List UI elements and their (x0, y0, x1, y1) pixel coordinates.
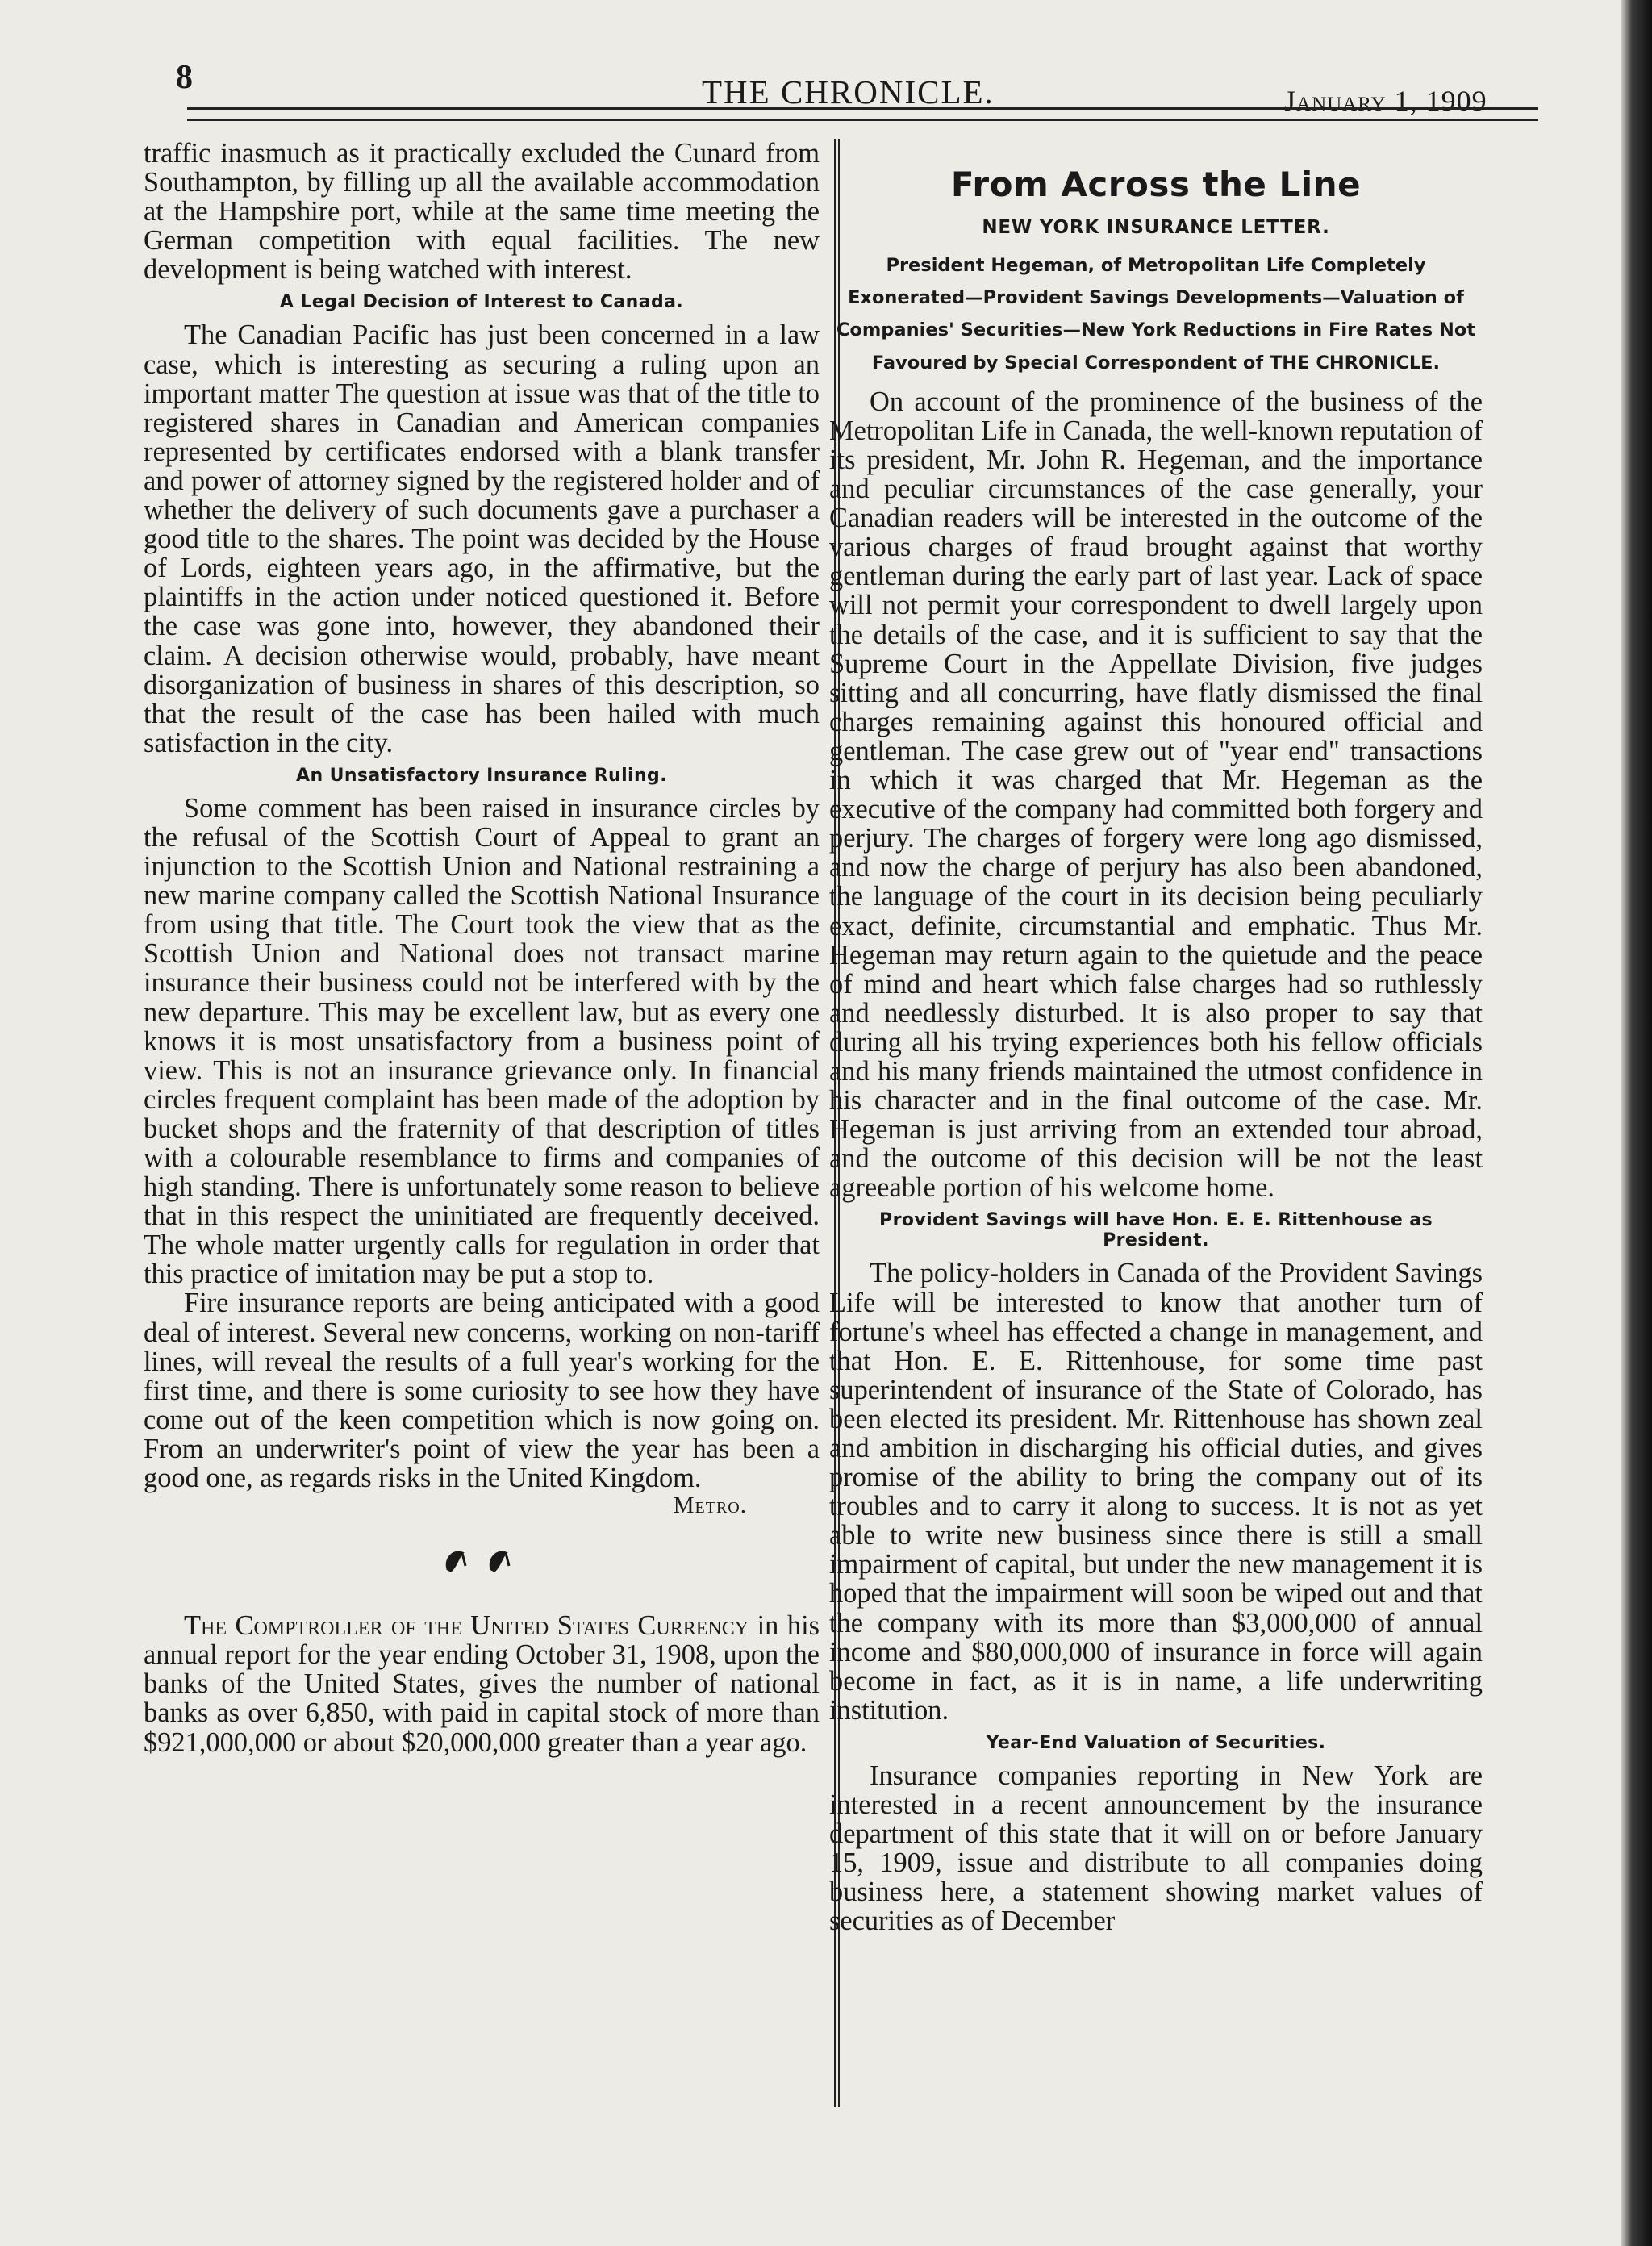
comptroller-note-text: in his annual report for the year ending October 31, 1908, upon the banks of the United States, gives the number of national banks as over 6,850, with paid in capital stock of more than $921,000,000 or about $20,000,000 greater than a year ago. (144, 1610, 820, 1758)
article-title: From Across the Line (950, 165, 1362, 204)
page-edge-shadow (1621, 0, 1652, 2246)
author-signature: Metro. (673, 1492, 747, 1519)
continued-paragraph: traffic inasmuch as it practically excluded the Cunard from Southampton, by filling up all the available accommodation at the Hampshire port, while at the same time meeting the German competition with equal facilities. The new development is being watched with interest. (144, 138, 820, 286)
hegeman-paragraph: On account of the prominence of the business of the Metropolitan Life in Canada, the well-known reputation of its president, Mr. John R. Hegeman, and the importance and peculiar circumstances of the case generally, your Canadian readers will be interested in the outcome of the various charges of fraud brought against that worthy gentleman during the early part of last year. Lack of space will not permit your correspondent to dwell largely upon the details of the case, and it is sufficient to say that the Supreme Court in the Appellate Division, five judges sitting and all concurring, have flatly dismissed the final charges remaining against this honoured official and gentleman. The case grew out of "year end" transactions in which it was charged that Mr. Hegeman as the executive of the company had committed both forgery and perjury. The charges of forgery were long ago dismissed, and now the charge of perjury has also been abandoned, the language of the court in its decision being peculiarly exact, definite, circumstantial and emphatic. Thus Mr. Hegeman may return again to the quietude and the peace of mind and heart which false charges had so ruthlessly and needlessly disturbed. It is also proper to say that during all his trying experiences both his fellow officials and his many friends maintained the utmost confidence in his character and in the final outcome of the case. Mr. Hegeman is just arriving from an extended tour abroad, and the outcome of this decision will be not the least agreeable portion of his welcome home. (829, 386, 1483, 1204)
section-heading-insurance-ruling: An Unsatisfactory Insurance Ruling. (296, 765, 667, 786)
page-number: 8 (176, 59, 193, 96)
section-heading-legal-decision: A Legal Decision of Interest to Canada. (279, 292, 684, 313)
provident-savings-paragraph: The policy-holders in Canada of the Provident Savings Life will be interested to know that another turn of fortune's wheel has effected a change in management, and that Hon. E. E. Rittenhouse, for some time past superintendent of insurance of the State of Colorado, has been elected its president. Mr. Rittenhouse has shown zeal and ambition in discharging his official duties, and gives promise of the ability to bring the company out of its troubles and to carry it along to success. It is not as yet able to write new business since there is still a small impairment of capital, but under the new management it is hoped that the impairment will soon be wiped out and that the company with its more than $3,000,000 of annual income and $80,000,000 of insurance in force will again become in fact, as it is in name, a life underwriting institution. (829, 1258, 1483, 1726)
comptroller-note (144, 1611, 820, 1756)
fire-insurance-paragraph: Fire insurance reports are being anticipated with a good deal of interest. Several new concerns, working on non-tariff lines, will reveal the results of a full year's working for the first time, and there is some curiosity to see how they have come out of the keen competition which is now going on. From an underwriter's point of view the year has been a good one, as regards risks in the United Kingdom. (144, 1288, 820, 1494)
article-subhead: NEW YORK INSURANCE LETTER. (982, 217, 1330, 238)
header-rule (187, 107, 1538, 121)
section-heading-provident-savings: Provident Savings will have Hon. E. E. Rittenhouse as President. (879, 1210, 1433, 1251)
issue-date: January 1, 1909 (1284, 85, 1487, 117)
article-synopsis: President Hegeman, of Metropolitan Life Completely Exonerated—Provident Savings Developments—Valuation of Companies' Securities—New York Reductions in Fire Rates Not Favoured by Special Correspondent of THE CHRONICLE. (836, 255, 1476, 374)
section-heading-year-end-valuation: Year-End Valuation of Securities. (986, 1732, 1326, 1753)
insurance-ruling-paragraph: Some comment has been raised in insurance circles by the refusal of the Scottish Court of Appeal to grant an injunction to the Scottish Union and National restraining a new marine company called the Scottish National Insurance from using that title. The Court took the view that as the Scottish Union and National does not transact marine insurance their business could not be interfered with by the new departure. This may be excellent law, but as every one knows it is most unsatisfactory from a business point of view. This is not an insurance grievance only. In financial circles frequent complaint has been made of the adoption by bucket shops and the fraternity of that description of titles with a colourable resemblance to firms and companies of high standing. There is unfortunately some reason to believe that in this respect the uninitiated are frequently deceived. The whole matter urgently calls for regulation in order that this practice of imitation may be put a stop to. (144, 792, 820, 1290)
right-column (829, 139, 1483, 1936)
valuation-paragraph: Insurance companies reporting in New York are interested in a recent announcement by the insurance department of this state that it will on or before January 15, 1909, issue and distribute to all companies doing business here, a statement showing market values of securities as of December (829, 1760, 1483, 1937)
legal-decision-paragraph: The Canadian Pacific has just been concerned in a law case, which is interesting as securing a ruling upon an important matter The question at issue was that of the title to registered shares in Canadian and American companies represented by certificates endorsed with a blank transfer and power of attorney signed by the registered holder and of whether the delivery of such documents gave a purchaser a good title to the shares. The point was decided by the House of Lords, eighteen years ago, in the affirmative, but the plaintiffs in the action under noticed questioned it. Before the case was gone into, however, they abandoned their claim. A decision otherwise would, probably, have meant disorganization of business in shares of this description, so that the result of the case has been hailed with much satisfaction in the city. (144, 319, 820, 758)
comptroller-note-lead: The Comptroller of the United States Currency (184, 1610, 749, 1642)
section-ornament (144, 1542, 820, 1579)
masthead: THE CHRONICLE. (702, 73, 995, 111)
leaf-ornament-icon (433, 1542, 530, 1579)
left-column (144, 139, 820, 1757)
